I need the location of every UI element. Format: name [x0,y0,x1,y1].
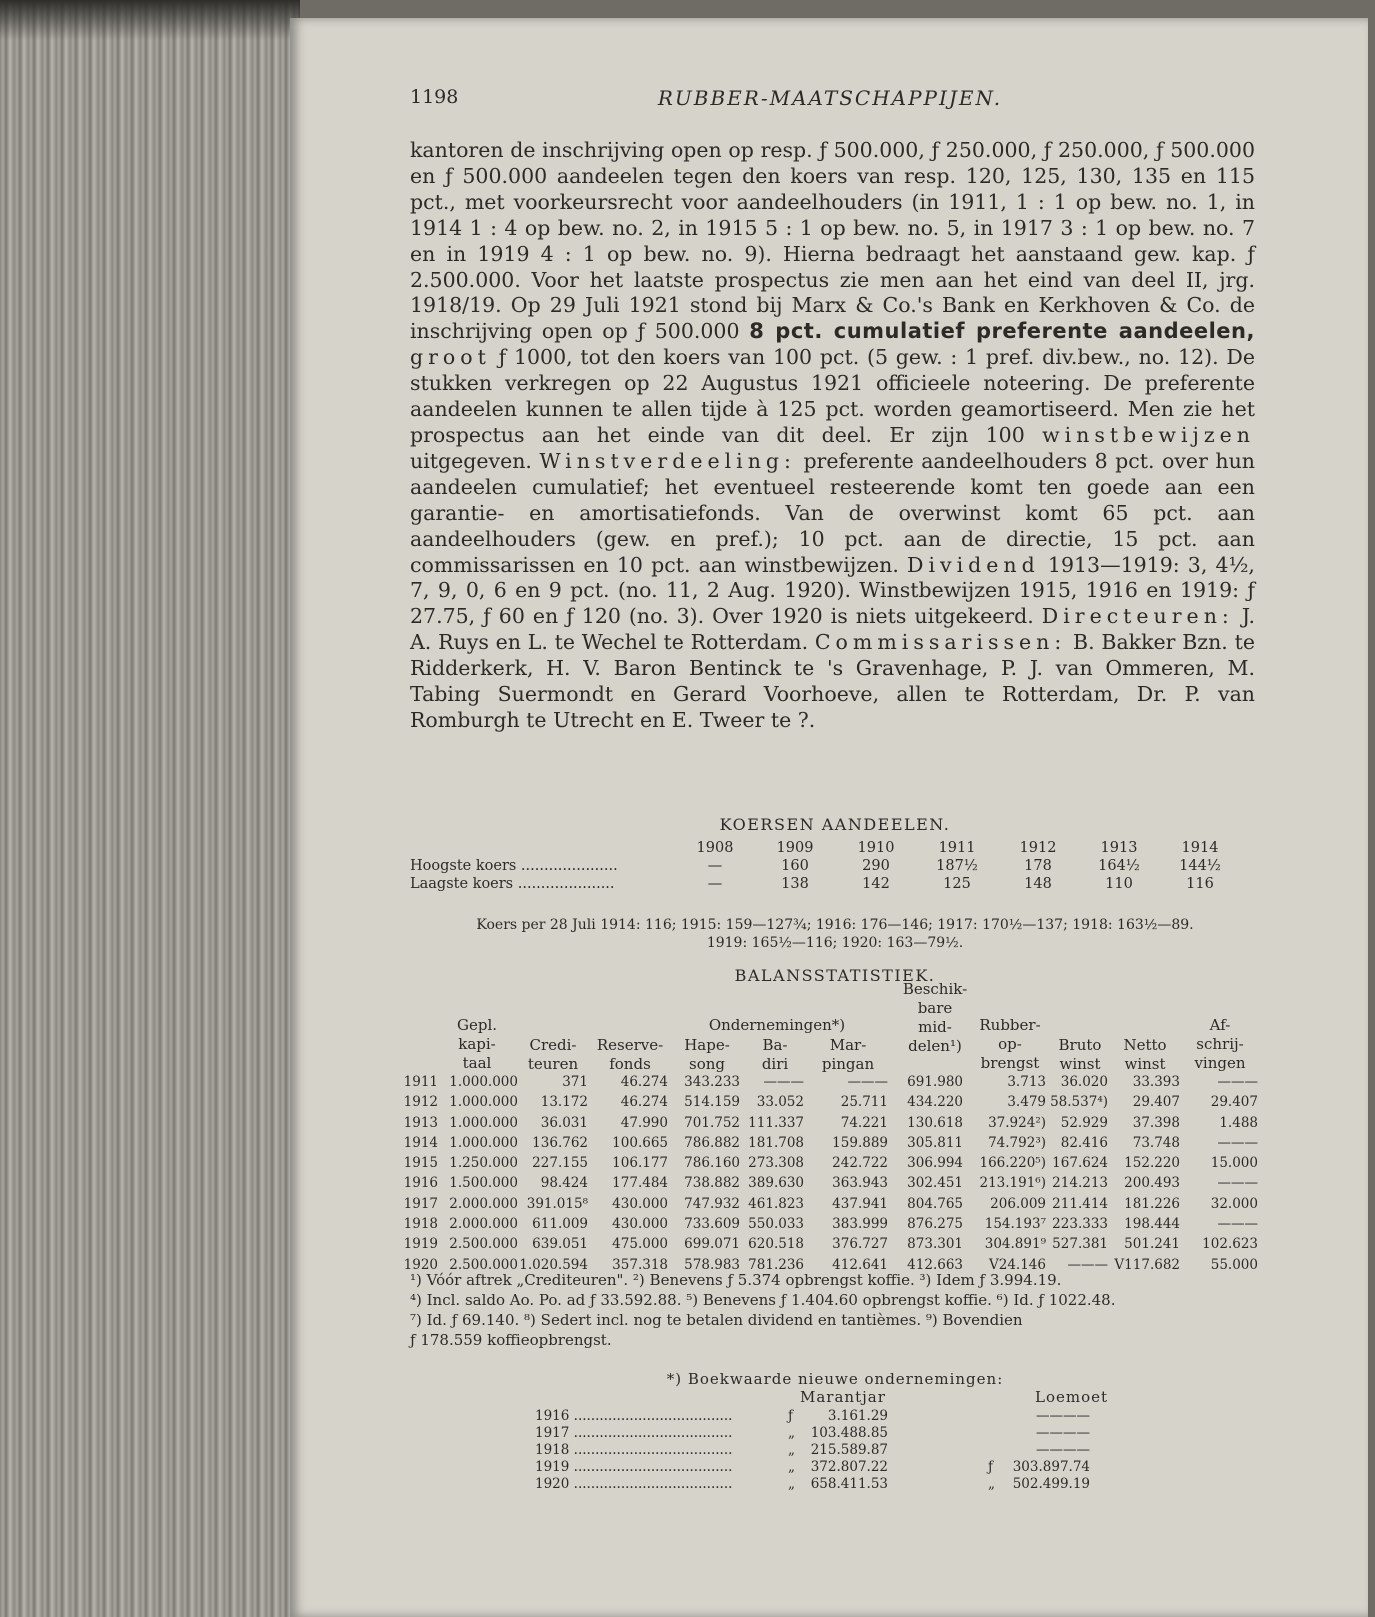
currency-prefix: ƒ [788,1408,793,1424]
value-cell: 211.414 [1052,1195,1108,1212]
value-cell: 36.020 [1060,1074,1108,1090]
value-cell: 3.479 [1007,1094,1046,1111]
col-header: Bruto winst [1058,1036,1102,1073]
value-cell: 166.220⁵) [979,1155,1046,1172]
value-cell: ——— [847,1074,888,1090]
boekwaarde-row [410,1425,1260,1442]
row-label: Laagste koers ..................... [410,876,615,892]
value-cell: 1.000.000 [449,1134,518,1151]
marantjar-value: 103.488.85 [810,1425,888,1441]
koersen-year-row [410,840,1260,858]
marantjar-value: 658.411.53 [810,1476,888,1492]
currency-prefix: ƒ [988,1459,993,1475]
value-cell: 873.301 [907,1236,963,1253]
value-cell: 1.000.000 [449,1074,518,1090]
boekwaarde-row [410,1476,1260,1493]
footnote-line: ⁴) Incl. saldo Ao. Po. ad ƒ 33.592.88. ⁵) Benevens ƒ 1.404.60 opbrengst koffie. ⁶) Id. ƒ 1022.48. [410,1291,1116,1309]
para-part: uitgegeven. [410,448,532,473]
currency-prefix: „ [788,1459,795,1475]
value-cell: 461.823 [748,1195,804,1212]
boekwaarde-title: *) Boekwaarde nieuwe ondernemingen: [666,1370,1004,1388]
value-cell: 142 [862,876,890,892]
currency-prefix: „ [788,1442,795,1458]
value-cell: 98.424 [540,1175,588,1192]
value-cell: 167.624 [1052,1155,1108,1172]
running-title: RUBBER-MAATSCHAPPIJEN. [657,86,1003,110]
value-cell: 82.416 [1060,1134,1108,1151]
value-cell: 876.275 [907,1216,963,1233]
value-cell: 74.221 [840,1114,888,1131]
value-cell: 611.009 [532,1216,588,1233]
value-cell: 639.051 [532,1236,588,1253]
value-cell: ——— [1217,1134,1258,1151]
value-cell: 52.929 [1060,1114,1108,1131]
value-cell: 148 [1024,876,1052,892]
value-cell: 37.924²) [988,1114,1046,1131]
footnotes [410,1270,1260,1350]
col-header: Ba- diri [761,1036,789,1073]
year-label: 1920 ..................................... [535,1476,733,1492]
balans-rows [403,1074,1260,1277]
loemoet-value: ———— [1036,1408,1090,1424]
value-cell: 1.488 [1219,1114,1258,1131]
value-cell: 437.941 [832,1195,888,1212]
value-cell: 1.500.000 [449,1175,518,1192]
value-cell: ——— [763,1074,804,1090]
value-cell: 152.220 [1124,1155,1180,1172]
currency-prefix: „ [988,1476,995,1492]
year-cell: 1911 [938,840,976,856]
year-cell: 1912 [1019,840,1057,856]
value-cell: 177.484 [612,1175,668,1192]
footnote-line: ⁷) Id. ƒ 69.140. ⁸) Sedert incl. nog te betalen dividend en tantièmes. ⁹) Bovendien [410,1311,1023,1329]
boekwaarde-table [410,1370,1260,1493]
year-cell: 1916 [403,1175,438,1192]
year-cell: 1920 [403,1256,438,1273]
value-cell: 187½ [936,858,978,874]
value-cell: 804.765 [907,1195,963,1212]
footnote-line: ƒ 178.559 koffieopbrengst. [410,1331,612,1349]
col-header: Credi- teuren [527,1036,579,1073]
value-cell: 116 [1186,876,1214,892]
col-header: Netto winst [1123,1036,1167,1073]
balans-row [403,1175,1260,1195]
year-cell: 1912 [403,1094,438,1111]
value-cell: ——— [1217,1216,1258,1233]
value-cell: 273.308 [748,1155,804,1172]
value-cell: ——— [1217,1074,1258,1090]
balans-table [403,980,1260,1277]
value-cell: 786.160 [684,1155,740,1172]
para-part: 1913—1919: 3, 4½, 7, 9, 0, 6 en 9 pct. (no. 11, 2 Aug. 1920). Winstbewijzen 1915, 1916 en 1919: ƒ 27.75, ƒ 60 en ƒ 120 (no. 3). Over 1920 is niets uitgekeerd. [410,552,1255,629]
boekwaarde-row [410,1442,1260,1459]
para-part: kantoren de inschrijving open op resp. ƒ 500.000, ƒ 250.000, ƒ 250.000, ƒ 500.000 en ƒ 500.000 aandeelen tegen den koers van resp. 120, 125, 130, 135 en 115 pct., met voorkeursrecht voor aandeelhouders (in 1911, 1 : 1 op bew. no. 1, in 1914 1 : 4 op bew. no. 2, in 1915 5 : 1 op bew. no. 5, in 1917 3 : 1 op bew. no. 7 en in 1919 4 : 1 op bew. no. 9). Hierna bedraagt het aanstaand gew. kap. ƒ 2.500.000. Voor het laatste prospectus zie men aan het eind van deel II, jrg. 1918/19. Op 29 Juli 1921 stond bij Marx & Co.'s Bank en Kerkhoven & Co. de inschrijving open op ƒ 500.000 [410,138,1255,344]
value-cell: 47.990 [620,1114,668,1131]
value-cell: 130.618 [907,1114,963,1131]
value-cell: 198.444 [1124,1216,1180,1233]
value-cell: 144½ [1179,858,1221,874]
group-header: Ondernemingen*) [708,1016,846,1034]
value-cell: 3.713 [1007,1074,1046,1090]
boekwaarde-row [410,1408,1260,1425]
year-cell: 1914 [1181,840,1219,856]
value-cell: 290 [862,858,890,874]
value-cell: 33.393 [1132,1074,1180,1090]
balans-row [403,1134,1260,1155]
value-cell: 305.811 [907,1134,963,1151]
value-cell: 37.398 [1132,1114,1180,1131]
value-cell: 1.250.000 [449,1155,518,1172]
year-cell: 1913 [1100,840,1138,856]
value-cell: 223.333 [1052,1216,1108,1233]
loemoet-value: 303.897.74 [1012,1459,1090,1475]
value-cell: V24.146 [989,1256,1046,1273]
balans-row [403,1094,1260,1114]
koers-line-1: Koers per 28 Juli 1914: 116; 1915: 159—127¾; 1916: 176—146; 1917: 170½—137; 1918: 163½—89. [476,917,1194,933]
col-header: Beschik- bare mid- delen¹) [902,980,968,1055]
value-cell: 527.381 [1052,1236,1108,1253]
value-cell: 691.980 [907,1074,963,1090]
book-edge-shadow [0,0,300,40]
value-cell: 213.191⁶) [979,1175,1046,1192]
year-cell: 1910 [857,840,895,856]
value-cell: 214.213 [1052,1175,1108,1192]
value-cell: 73.748 [1132,1134,1180,1151]
value-cell: 227.155 [532,1155,588,1172]
value-cell: 206.009 [990,1195,1046,1212]
value-cell: 46.274 [620,1074,668,1090]
loemoet-value: ———— [1036,1442,1090,1458]
value-cell: 2.500.000 [449,1256,518,1273]
value-cell: 1.020.594 [519,1256,588,1273]
value-cell: 699.071 [684,1236,740,1253]
value-cell: 29.407 [1132,1094,1180,1111]
page-number: 1198 [410,86,459,108]
loemoet-value: ———— [1036,1425,1090,1441]
value-cell: 164½ [1098,858,1140,874]
year-cell: 1917 [403,1195,438,1212]
value-cell: 74.792³) [988,1134,1046,1151]
bold-heading: 8 pct. cumulatief preferente aandeelen, [749,319,1255,344]
value-cell: 33.052 [756,1094,804,1111]
value-cell: 160 [781,858,809,874]
value-cell: 302.451 [907,1175,963,1192]
value-cell: 701.752 [684,1114,740,1131]
value-cell: 304.891⁹ [984,1236,1046,1253]
balans-row [403,1114,1260,1135]
marantjar-value: 215.589.87 [810,1442,888,1458]
value-cell: 514.159 [684,1094,740,1111]
value-cell: 58.537⁴) [1050,1094,1108,1111]
value-cell: 29.407 [1210,1094,1258,1111]
year-cell: 1911 [403,1074,438,1090]
value-cell: 578.983 [684,1256,740,1273]
spaced-word: Directeuren: [1041,604,1234,629]
para-part: preferente aandeelhouders 8 pct. over hun aandeelen cumulatief; het eventueel resteerende komt ten goede aan een garantie- en amortisatiefonds. Van de overwinst komt 65 pct. aan aandeelhouders (gew. en pref.); 10 pct. aan de directie, 15 pct. aan commissarissen en 10 pct. aan winstbewijzen. [410,448,1255,577]
value-cell: 733.609 [684,1216,740,1233]
value-cell: 111.337 [748,1114,804,1131]
balans-row [403,1074,1260,1094]
value-cell: 15.000 [1210,1155,1258,1172]
value-cell: 363.943 [832,1175,888,1192]
value-cell: 434.220 [907,1094,963,1111]
col-header: Reserve- fonds [596,1036,664,1073]
year-cell: 1913 [403,1114,438,1131]
value-cell: 181.708 [748,1134,804,1151]
value-cell: 501.241 [1124,1236,1180,1253]
value-cell: 136.762 [532,1134,588,1151]
value-cell: 181.226 [1124,1195,1180,1212]
balans-header [410,980,1260,1074]
footnote-line: ¹) Vóór aftrek „Crediteuren". ²) Benevens ƒ 5.374 opbrengst koffie. ³) Idem ƒ 3.994.19. [410,1271,1062,1289]
value-cell: 786.882 [684,1134,740,1151]
value-cell: 738.882 [684,1175,740,1192]
value-cell: 412.641 [832,1256,888,1273]
year-label: 1918 ..................................... [535,1442,733,1458]
marantjar-value: 3.161.29 [827,1408,888,1424]
book-page-edges [0,0,300,1617]
value-cell: 125 [943,876,971,892]
currency-prefix: „ [788,1476,795,1492]
col-header: Gepl. kapi- taal [456,1016,498,1072]
value-cell: 2.000.000 [449,1195,518,1212]
value-cell: 1.000.000 [449,1114,518,1131]
value-cell: 430.000 [612,1216,668,1233]
value-cell: 102.623 [1202,1236,1258,1253]
value-cell: 110 [1105,876,1133,892]
value-cell: 32.000 [1210,1195,1258,1212]
year-cell: 1915 [403,1155,438,1172]
value-cell: ——— [1217,1175,1258,1192]
value-cell: 55.000 [1210,1256,1258,1273]
value-cell: 391.015⁸ [526,1195,588,1212]
value-cell: 550.033 [748,1216,804,1233]
value-cell: 343.233 [684,1074,740,1090]
koersen-table [410,840,1260,894]
balans-row [403,1236,1260,1256]
value-cell: 159.889 [832,1134,888,1151]
value-cell: 781.236 [748,1256,804,1273]
koersen-row-high [410,858,1260,876]
boekwaarde-columns [410,1388,1260,1408]
balans-row [403,1216,1260,1236]
col-header: Rubber- op- brengst [979,1016,1041,1072]
para-part: ƒ 1000, tot den koers van 100 pct. (5 gew. : 1 pref. div.bew., no. 12). De stukken verkregen op 22 Augustus 1921 officieele noteering. De preferente aandeelen kunnen te allen tijde à 125 pct. worden geamortiseerd. Men zie het prospectus aan het einde van dit deel. Er zijn 100 [410,345,1255,447]
year-cell: 1918 [403,1216,438,1233]
col-header: Af- schrij- vingen [1194,1016,1246,1072]
value-cell: 389.630 [748,1175,804,1192]
value-cell: 106.177 [612,1155,668,1172]
value-cell: 1.000.000 [449,1094,518,1111]
value-cell: 620.518 [748,1236,804,1253]
page-header [410,86,1250,114]
spaced-word: Dividend [907,552,1040,577]
col-header: Hape- song [684,1036,730,1073]
value-cell: 383.999 [832,1216,888,1233]
koers-line-2: 1919: 165½—116; 1920: 163—79½. [706,935,964,951]
value-cell: 2.000.000 [449,1216,518,1233]
currency-prefix: „ [788,1425,795,1441]
value-cell: V117.682 [1114,1256,1180,1273]
balans-title: BALANSSTATISTIEK. [734,966,936,985]
col-header: Mar- pingan [821,1036,875,1073]
boekwaarde-row [410,1459,1260,1476]
para-part: B. Bakker Bzn. te Ridderkerk, H. V. Baron Bentinck te 's Gravenhage, P. J. van Ommeren, M. Tabing Suermondt en Gerard Voorhoeve, allen te Rotterdam, Dr. P. van Romburgh te Utrecht en E. Tweer te ?. [410,630,1255,732]
value-cell: ——— [1067,1256,1108,1273]
value-cell: 13.172 [540,1094,588,1111]
spaced-word: groot [410,345,491,370]
koersen-title: KOERSEN AANDEELEN. [719,815,951,834]
para-part: J. A. Ruys en L. te Wechel te Rotterdam. [410,604,1255,655]
value-cell: 25.711 [840,1094,888,1111]
col-marantjar: Marantjar [800,1388,886,1406]
value-cell: 430.000 [612,1195,668,1212]
marantjar-value: 372.807.22 [810,1459,888,1475]
year-cell: 1914 [403,1134,438,1151]
year-cell: 1908 [696,840,734,856]
spaced-word: winstbewijzen [1042,422,1255,447]
year-cell: 1919 [403,1236,438,1253]
spaced-word: Commissarissen: [814,630,1067,655]
loemoet-value: 502.499.19 [1012,1476,1090,1492]
boekwaarde-rows [410,1408,1260,1493]
col-loemoet: Loemoet [1035,1388,1109,1406]
value-cell: 100.665 [612,1134,668,1151]
value-cell: — [707,858,723,874]
spaced-word: Winstverdeeling: [539,448,796,473]
value-cell: 154.193⁷ [984,1216,1046,1233]
value-cell: 138 [781,876,809,892]
value-cell: 2.500.000 [449,1236,518,1253]
value-cell: 747.932 [684,1195,740,1212]
value-cell: 357.318 [612,1256,668,1273]
value-cell: 36.031 [540,1114,588,1131]
row-label: Hoogste koers ..................... [410,858,618,874]
value-cell: 178 [1024,858,1052,874]
value-cell: 200.493 [1124,1175,1180,1192]
value-cell: 46.274 [620,1094,668,1111]
year-label: 1916 ..................................... [535,1408,733,1424]
koersen-row-low [410,876,1260,894]
value-cell: 306.994 [907,1155,963,1172]
value-cell: 376.727 [832,1236,888,1253]
balans-row [403,1195,1260,1216]
value-cell: — [707,876,723,892]
year-label: 1917 ..................................... [535,1425,733,1441]
value-cell: 242.722 [832,1155,888,1172]
value-cell: 371 [562,1074,588,1090]
year-label: 1919 ..................................... [535,1459,733,1475]
balans-row [403,1155,1260,1175]
value-cell: 475.000 [612,1236,668,1253]
value-cell: 412.663 [907,1256,963,1273]
body-text [410,138,1255,734]
year-cell: 1909 [776,840,814,856]
koers-per-note [410,916,1260,952]
